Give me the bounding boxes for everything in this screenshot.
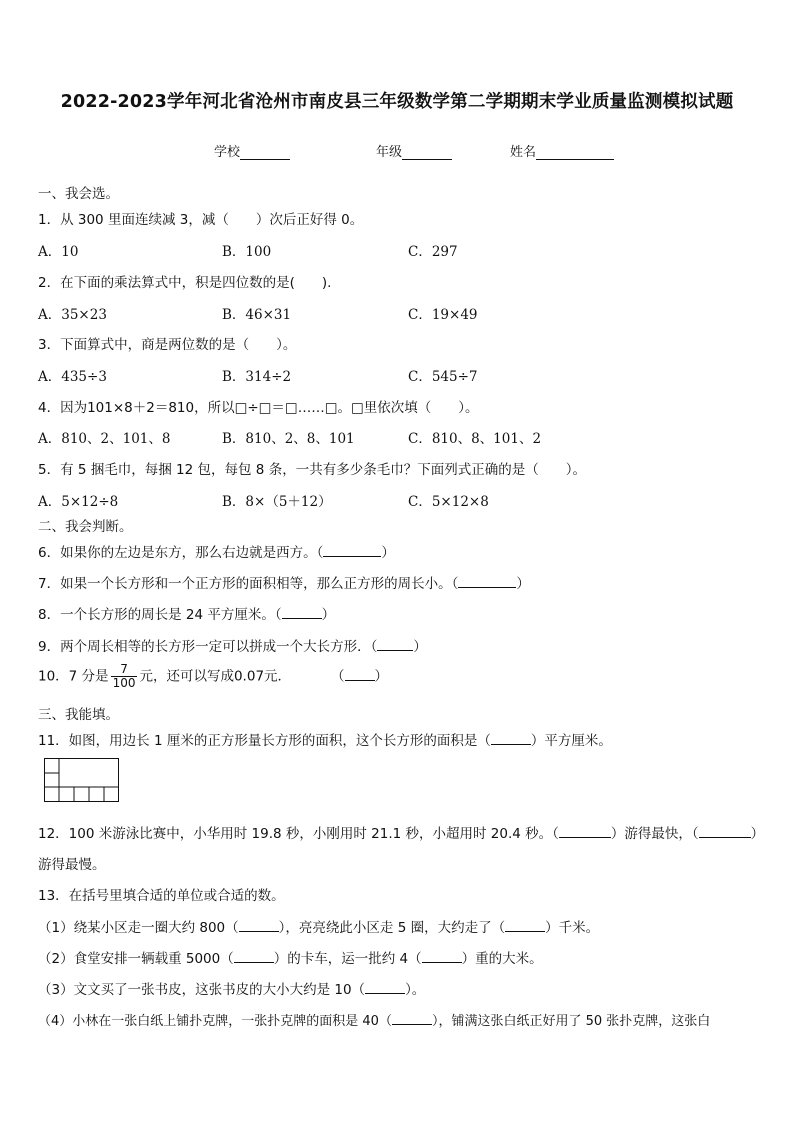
q7-close: ） (516, 576, 530, 592)
q4-option-c[interactable]: C．810、8、101、2 (408, 431, 542, 447)
fraction-numerator: 7 (111, 663, 138, 677)
q8-answer-blank[interactable] (282, 606, 322, 619)
q13-1-blank-2[interactable] (505, 919, 545, 932)
school-field (214, 141, 290, 160)
q11-text: 11．如图，用边长 1 厘米的正方形量长方形的面积，这个长方形的面积是（ (38, 733, 491, 749)
q12-close: ） (750, 826, 765, 842)
name-label: 姓名 (510, 145, 537, 160)
question-5: 5．有 5 捆毛巾，每捆 12 包，每包 8 条，一共有多少条毛巾？下面列式正确的是（ ）。 (38, 462, 586, 478)
school-label: 学校 (214, 145, 241, 160)
q12-mid: ）游得最快，（ (610, 826, 699, 842)
q9-text: 9．两个周长相等的长方形一定可以拼成一个大长方形．（ (38, 639, 378, 655)
q13-2-c: ）重的大米。 (461, 951, 543, 967)
q10-pre: 10．7 分是 (38, 668, 109, 685)
question-3: 3．下面算式中，商是两位数的是（ ）。 (38, 337, 297, 353)
q13-4-blank[interactable] (392, 1012, 432, 1025)
q7-text: 7．如果一个长方形和一个正方形的面积相等，那么正方形的周长小。（ (38, 576, 459, 592)
grade-blank[interactable] (402, 145, 452, 160)
question-6 (38, 541, 395, 561)
q11-answer-blank[interactable] (491, 732, 531, 745)
question-12-continued: 游得最慢。 (38, 857, 106, 873)
question-12 (38, 822, 764, 842)
q13-3-b: ）。 (405, 982, 426, 998)
q13-4-a: （4）小林在一张白纸上铺扑克牌，一张扑克牌的面积是 40（ (38, 1014, 392, 1029)
q2-option-a[interactable]: A．35×23 (38, 307, 107, 323)
q13-1-b: ），亮亮绕此小区走 5 圈，大约走了（ (278, 920, 506, 936)
q13-2-blank-1[interactable] (234, 950, 274, 963)
section-heading: 三、我能填。 (38, 707, 119, 723)
q6-text: 6．如果你的左边是东方，那么右边就是西方。（ (38, 545, 324, 561)
grade-field (376, 141, 452, 160)
question-7 (38, 572, 530, 592)
q2-option-b[interactable]: B．46×31 (222, 307, 292, 323)
question-11 (38, 729, 612, 749)
question-2: 2．在下面的乘法算式中，积是四位数的是( ). (38, 275, 332, 291)
question-10 (38, 663, 388, 690)
q1-option-b[interactable]: B．100 (222, 244, 272, 260)
q13-3-blank[interactable] (365, 981, 405, 994)
q7-answer-blank[interactable] (458, 575, 516, 588)
q13-1-blank-1[interactable] (239, 919, 279, 932)
q12-text: 12．100 米游泳比赛中，小华用时 19.8 秒，小刚用时 21.1 秒，小超用时 20.4 秒。（ (38, 826, 559, 842)
q13-2-a: （2）食堂安排一辆载重 5000（ (38, 951, 234, 967)
q10-open: （ (331, 668, 345, 685)
q10-post: 元，还可以写成0.07元． (139, 668, 292, 685)
q13-1-a: （1）绕某小区走一圈大约 800（ (38, 920, 239, 936)
q11-tail: ）平方厘米。 (530, 733, 612, 749)
page-title: 2022-2023学年河北省沧州市南皮县三年级数学第二学期期末学业质量监测模拟试题 (60, 92, 734, 112)
q13-1-c: ）千米。 (545, 920, 600, 936)
section-heading: 二、我会判断。 (38, 519, 133, 535)
q10-answer-blank[interactable] (345, 668, 375, 681)
q1-option-c[interactable]: C．297 (408, 244, 458, 260)
q9-close: ） (413, 639, 427, 655)
question-1: 1．从 300 里面连续减 3，减（ ）次后正好得 0。 (38, 212, 364, 228)
question-13-4 (38, 1010, 710, 1029)
q8-text: 8．一个长方形的周长是 24 平方厘米。（ (38, 607, 282, 623)
q12-answer-blank-1[interactable] (559, 825, 611, 838)
q1-option-a[interactable]: A．10 (38, 244, 79, 260)
question-13-2 (38, 947, 543, 967)
q5-option-a[interactable]: A．5×12÷8 (38, 494, 119, 510)
q4-option-b[interactable]: B．810、2、8、101 (222, 431, 355, 447)
q3-option-b[interactable]: B．314÷2 (222, 369, 292, 385)
q2-option-c[interactable]: C．19×49 (408, 307, 478, 323)
fraction-denominator: 100 (112, 676, 136, 690)
q8-close: ） (321, 607, 336, 623)
q6-close: ） (381, 545, 395, 561)
question-13-3 (38, 978, 425, 998)
q12-answer-blank-2[interactable] (699, 825, 751, 838)
q13-2-b: ）的卡车，运一批约 4（ (273, 951, 422, 967)
question-13: 13．在括号里填合适的单位或合适的数。 (38, 888, 285, 904)
school-blank[interactable] (240, 145, 290, 160)
section-heading: 一、我会选。 (38, 186, 119, 202)
q13-3-a: （3）文文买了一张书皮，这张书皮的大小大约是 10（ (38, 982, 366, 998)
name-blank[interactable] (536, 145, 614, 160)
q9-answer-blank[interactable] (377, 638, 413, 651)
question-4: 4．因为101×8＋2＝810，所以□÷□＝□……□。□里依次填（ ）。 (38, 400, 479, 416)
q4-option-a[interactable]: A．810、2、101、8 (38, 431, 171, 447)
q5-option-c[interactable]: C．5×12×8 (408, 494, 489, 510)
q3-option-c[interactable]: C．545÷7 (408, 369, 478, 385)
q13-2-blank-2[interactable] (422, 950, 462, 963)
question-8 (38, 603, 335, 623)
q10-close: ） (374, 668, 389, 685)
q6-answer-blank[interactable] (323, 544, 381, 557)
question-13-1 (38, 916, 599, 936)
q13-4-b: ），铺满这张白纸正好用了 50 张扑克牌，这张白 (431, 1014, 711, 1029)
grade-label: 年级 (376, 145, 403, 160)
question-9 (38, 635, 427, 655)
fraction (111, 663, 138, 690)
q5-option-b[interactable]: B．8×（5＋12） (222, 494, 332, 510)
name-field (510, 141, 614, 160)
q3-option-a[interactable]: A．435÷3 (38, 369, 107, 385)
rectangle-grid-figure (44, 758, 119, 802)
